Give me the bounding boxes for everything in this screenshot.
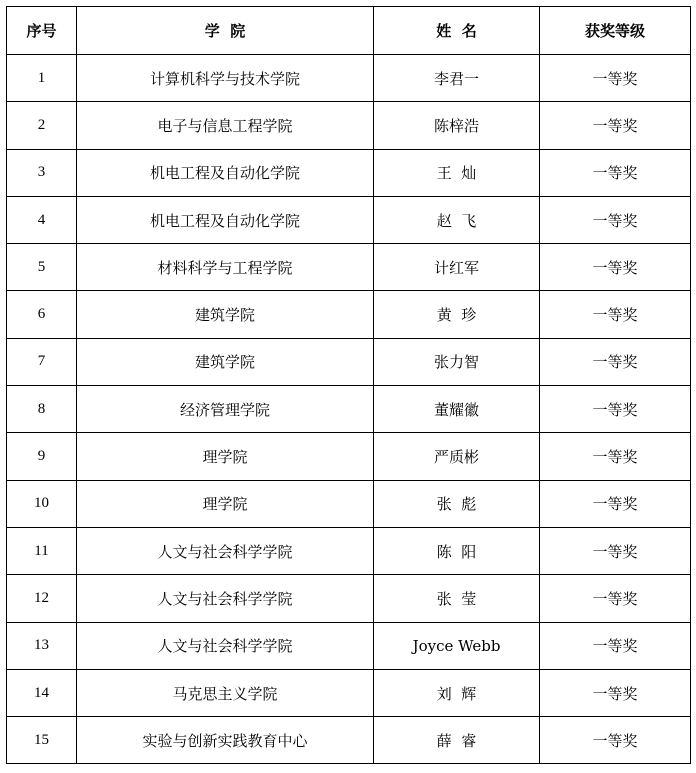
table-row — [7, 338, 691, 385]
table-row — [7, 480, 691, 527]
cell-level: 一等奖 — [540, 480, 691, 527]
table-row — [7, 669, 691, 716]
table-row — [7, 244, 691, 291]
table-row — [7, 433, 691, 480]
cell-no: 8 — [7, 386, 77, 433]
table-body — [7, 55, 691, 764]
cell-name: 张力智 — [374, 338, 540, 385]
table-row — [7, 291, 691, 338]
cell-name: 严质彬 — [374, 433, 540, 480]
table-row — [7, 622, 691, 669]
cell-college: 建筑学院 — [77, 338, 374, 385]
cell-no: 10 — [7, 480, 77, 527]
cell-no: 12 — [7, 575, 77, 622]
cell-name: 黄 珍 — [374, 291, 540, 338]
cell-name: 张 莹 — [374, 575, 540, 622]
table-row — [7, 386, 691, 433]
cell-level: 一等奖 — [540, 669, 691, 716]
cell-college: 材料科学与工程学院 — [77, 244, 374, 291]
header-name: 姓 名 — [374, 7, 540, 55]
award-table — [6, 6, 691, 764]
cell-college: 实验与创新实践教育中心 — [77, 717, 374, 764]
cell-college: 理学院 — [77, 433, 374, 480]
cell-level: 一等奖 — [540, 622, 691, 669]
cell-name: 王 灿 — [374, 149, 540, 196]
cell-no: 1 — [7, 55, 77, 102]
cell-name: 刘 辉 — [374, 669, 540, 716]
cell-college: 建筑学院 — [77, 291, 374, 338]
cell-no: 3 — [7, 149, 77, 196]
cell-college: 计算机科学与技术学院 — [77, 55, 374, 102]
cell-level: 一等奖 — [540, 196, 691, 243]
table-row — [7, 149, 691, 196]
cell-no: 6 — [7, 291, 77, 338]
cell-name: 赵 飞 — [374, 196, 540, 243]
cell-level: 一等奖 — [540, 291, 691, 338]
cell-name: 陈 阳 — [374, 527, 540, 574]
cell-name: 薛 睿 — [374, 717, 540, 764]
table-row — [7, 717, 691, 764]
cell-college: 人文与社会科学学院 — [77, 622, 374, 669]
cell-name: 张 彪 — [374, 480, 540, 527]
cell-no: 15 — [7, 717, 77, 764]
cell-no: 2 — [7, 102, 77, 149]
cell-no: 4 — [7, 196, 77, 243]
cell-no: 11 — [7, 527, 77, 574]
cell-college: 机电工程及自动化学院 — [77, 149, 374, 196]
cell-no: 9 — [7, 433, 77, 480]
cell-college: 马克思主义学院 — [77, 669, 374, 716]
cell-level: 一等奖 — [540, 102, 691, 149]
cell-level: 一等奖 — [540, 244, 691, 291]
cell-college: 机电工程及自动化学院 — [77, 196, 374, 243]
cell-college: 人文与社会科学学院 — [77, 575, 374, 622]
cell-name: 计红军 — [374, 244, 540, 291]
cell-no: 14 — [7, 669, 77, 716]
cell-no: 13 — [7, 622, 77, 669]
table-row — [7, 575, 691, 622]
cell-college: 电子与信息工程学院 — [77, 102, 374, 149]
cell-level: 一等奖 — [540, 338, 691, 385]
table-row — [7, 196, 691, 243]
cell-name: 李君一 — [374, 55, 540, 102]
table-row — [7, 527, 691, 574]
cell-level: 一等奖 — [540, 575, 691, 622]
cell-no: 7 — [7, 338, 77, 385]
cell-college: 经济管理学院 — [77, 386, 374, 433]
header-level: 获奖等级 — [540, 7, 691, 55]
cell-level: 一等奖 — [540, 527, 691, 574]
cell-college: 人文与社会科学学院 — [77, 527, 374, 574]
table-row — [7, 55, 691, 102]
cell-level: 一等奖 — [540, 433, 691, 480]
cell-name: 陈梓浩 — [374, 102, 540, 149]
header-college: 学 院 — [77, 7, 374, 55]
cell-level: 一等奖 — [540, 386, 691, 433]
cell-college: 理学院 — [77, 480, 374, 527]
header-no: 序号 — [7, 7, 77, 55]
cell-level: 一等奖 — [540, 149, 691, 196]
table-row — [7, 102, 691, 149]
header-row — [7, 7, 691, 55]
cell-level: 一等奖 — [540, 717, 691, 764]
cell-level: 一等奖 — [540, 55, 691, 102]
cell-name: 董耀徽 — [374, 386, 540, 433]
cell-no: 5 — [7, 244, 77, 291]
cell-name: Joyce Webb — [374, 622, 540, 669]
